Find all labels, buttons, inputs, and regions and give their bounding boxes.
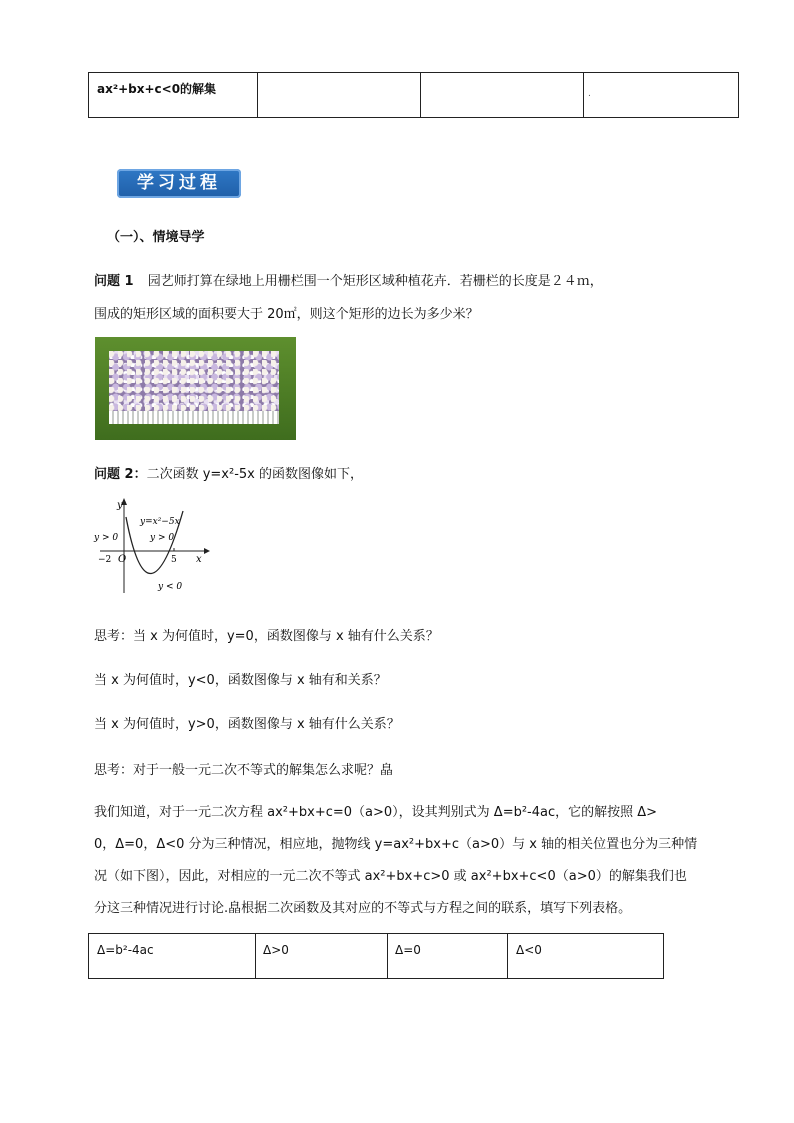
- table-cell: Δ=0: [388, 934, 508, 979]
- thinking-line-3: 当 x 为何值时，y>0，函数图像与 x 轴有什么关系？: [94, 717, 400, 732]
- thinking-line-4: 思考：对于一般一元二次不等式的解集怎么求呢？皛: [94, 763, 394, 778]
- solution-set-table: [88, 72, 739, 118]
- problem-2-line: 问题 2：二次函数 y=x²-5x 的函数图像如下，: [94, 467, 363, 482]
- section-badge: 学习过程: [117, 169, 241, 198]
- region-label-left: y > 0: [94, 533, 119, 543]
- thinking-line-1: 思考：当 x 为何值时，y=0，函数图像与 x 轴有什么关系？: [94, 629, 439, 644]
- curve-label: y=x²−5x: [140, 517, 180, 527]
- table-cell: [421, 73, 584, 118]
- fence: [109, 411, 279, 424]
- problem-1-line-2: 围成的矩形区域的面积要大于 20㎡，则这个矩形的边长为多少米？: [94, 307, 479, 322]
- flower-bed-photo: [95, 337, 296, 440]
- paragraph-line-3: 况（如下图），因此，对相应的一元二次不等式 ax²+bx+c>0 或 ax²+bx+c<0（a>0）的解集我们也: [94, 869, 687, 884]
- problem-1-line-1: 问题 1 园艺师打算在绿地上用栅栏围一个矩形区域种植花卉．若栅栏的长度是２４ｍ，: [94, 274, 603, 289]
- table-row-label: ax²+bx+c<0的解集: [89, 73, 258, 118]
- flower-bed: [109, 351, 279, 413]
- parabola-graph: [92, 495, 214, 595]
- problem-1-title: 问题 1: [94, 274, 134, 289]
- table-cell: Δ<0: [508, 934, 664, 979]
- table-cell: Δ=b²-4ac: [89, 934, 256, 979]
- table-cell: [258, 73, 421, 118]
- paragraph-line-4: 分这三种情况进行讨论.皛根据二次函数及其对应的不等式与方程之间的联系，填写下列表格。: [94, 901, 632, 916]
- origin-label: O: [118, 554, 127, 565]
- region-label-bottom: y < 0: [158, 582, 183, 592]
- problem-2-title: 问题 2：: [94, 467, 147, 482]
- subheading: （一）、情境导学: [107, 230, 205, 245]
- discriminant-table: [88, 933, 664, 979]
- region-label-right: y > 0: [150, 533, 175, 543]
- x-axis-label: x: [196, 554, 202, 565]
- table-cell: .: [584, 73, 739, 118]
- tick-label-pos: 5: [171, 555, 177, 565]
- tick-label-neg: −2: [98, 555, 112, 565]
- thinking-line-2: 当 x 为何值时，y<0，函数图像与 x 轴有和关系？: [94, 673, 387, 688]
- y-axis-label: y: [117, 500, 123, 511]
- paragraph-line-2: 0，Δ=0，Δ<0 分为三种情况，相应地，抛物线 y=ax²+bx+c（a>0）与 x 轴的相关位置也分为三种情: [94, 837, 698, 852]
- paragraph-line-1: 我们知道，对于一元二次方程 ax²+bx+c=0（a>0），设其判别式为 Δ=b²-4ac，它的解按照 Δ>: [94, 805, 658, 820]
- table-cell: Δ>0: [256, 934, 388, 979]
